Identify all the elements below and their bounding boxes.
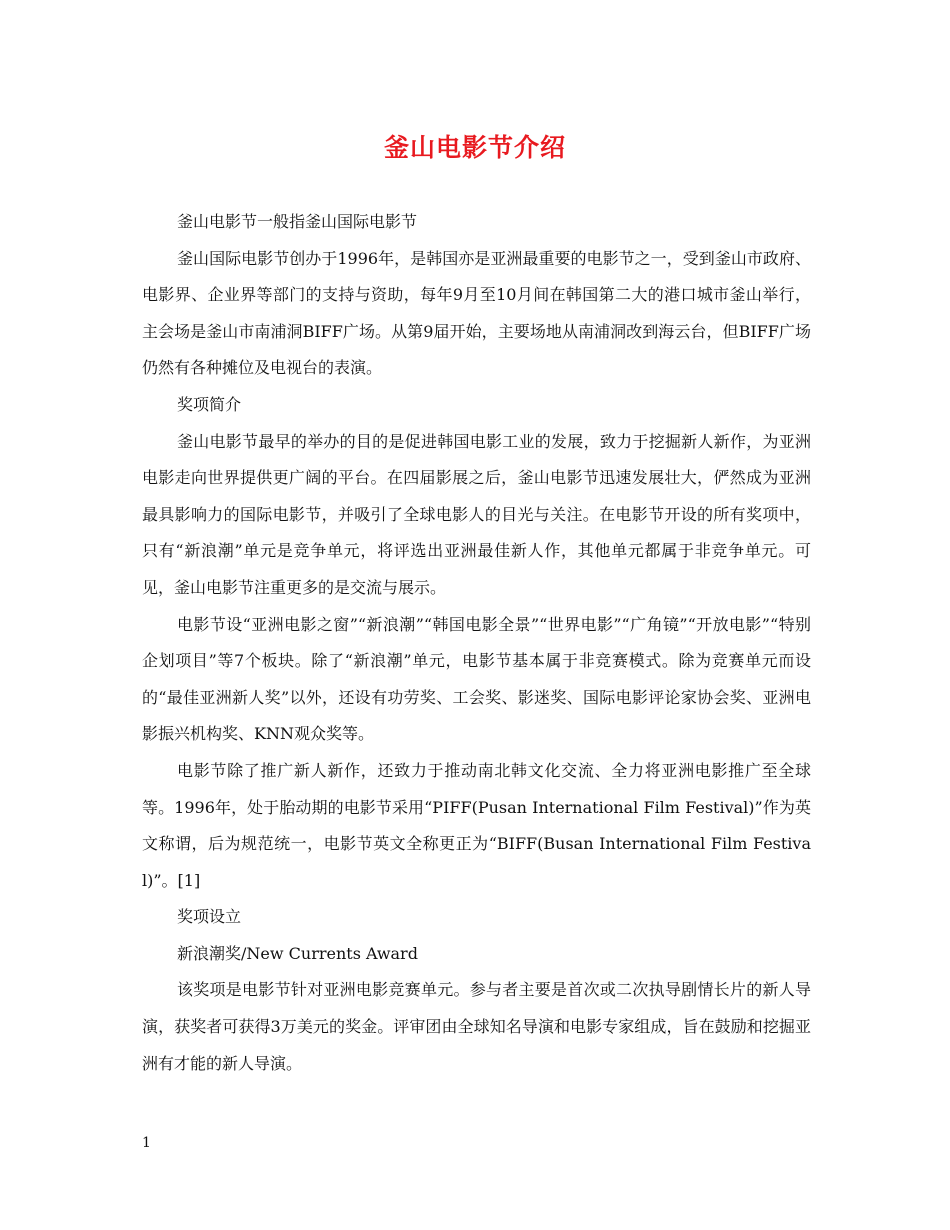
paragraph-awards-overview: 釜山电影节最早的举办的目的是促进韩国电影工业的发展，致力于挖掘新人新作，为亚洲电影走向世界提供更广阔的平台。在四届影展之后，釜山电影节迅速发展壮大，俨然成为亚洲最具影响力的国际电影节，并吸引了全球电影人的目光与关注。在电影节开设的所有奖项中，只有“新浪潮”单元是竞争单元，将评选出亚洲最佳新人作，其他单元都属于非竞争单元。可见，釜山电影节注重更多的是交流与展示。 <box>142 431 811 597</box>
paragraph-sections: 电影节设“亚洲电影之窗”“新浪潮”“韩国电影全景”“世界电影”“广角镜”“开放电影”“特别企划项目”等7个板块。除了“新浪潮”单元，电影节基本属于非竞赛模式。除为竞赛单元而设的“最佳亚洲新人奖”以外，还设有功劳奖、工会奖、影迷奖、国际电影评论家协会奖、亚洲电影振兴机构奖、KNN观众奖等。 <box>142 614 811 744</box>
document-body <box>142 204 811 1082</box>
paragraph-english-name: 电影节除了推广新人新作，还致力于推动南北韩文化交流、全力将亚洲电影推广至全球等。1996年，处于胎动期的电影节采用“PIFF(Pusan International Film Festival)”作为英文称谓，后为规范统一，电影节英文全称更正为“BIFF(Busan International Film Festival)”。[1] <box>142 760 811 890</box>
paragraph-new-currents-award: 该奖项是电影节针对亚洲电影竞赛单元。参与者主要是首次或二次执导剧情长片的新人导演，获奖者可获得3万美元的奖金。评审团由全球知名导演和电影专家组成，旨在鼓励和挖掘亚洲有才能的新人导演。 <box>142 980 811 1073</box>
section-heading-awards-setup: 奖项设立 <box>177 907 242 927</box>
page-number: 1 <box>142 1135 151 1151</box>
document-title: 釜山电影节介绍 <box>383 133 566 162</box>
paragraph-history: 釜山国际电影节创办于1996年，是韩国亦是亚洲最重要的电影节之一，受到釜山市政府、电影界、企业界等部门的支持与资助，每年9月至10月间在韩国第二大的港口城市釜山举行，主会场是釜山市南浦洞BIFF广场。从第9届开始，主要场地从南浦洞改到海云台，但BIFF广场仍然有各种摊位及电视台的表演。 <box>142 248 811 378</box>
paragraph-intro-line: 釜山电影节一般指釜山国际电影节 <box>177 212 418 231</box>
section-heading-awards-overview: 奖项简介 <box>177 394 242 414</box>
subheading-new-currents-award: 新浪潮奖/New Currents Award <box>177 943 418 963</box>
